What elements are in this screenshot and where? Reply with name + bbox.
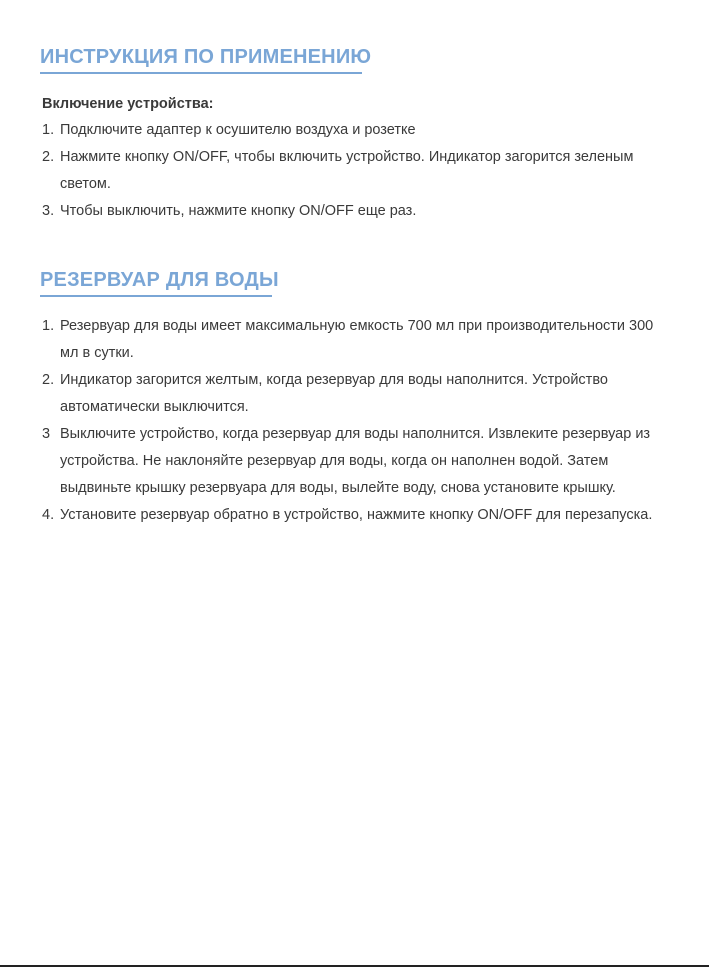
- section-title-instructions: ИНСТРУКЦИЯ ПО ПРИМЕНЕНИЮ: [40, 46, 372, 68]
- water-tank-steps-list: [42, 313, 672, 529]
- power-on-steps-list: [42, 117, 672, 225]
- item-number: 2.: [42, 149, 55, 165]
- item-number: 1.: [42, 318, 55, 334]
- item-text: Резервуар для воды имеет максимальную емкость 700 мл при производительности 300 мл в сутки.: [60, 318, 654, 361]
- item-number: 4.: [42, 507, 55, 523]
- item-number: 3: [42, 426, 51, 442]
- list-item: [42, 117, 672, 144]
- list-item: [42, 367, 672, 421]
- list-item: [42, 198, 672, 225]
- title-underline: [40, 72, 362, 74]
- section-title-water-tank: РЕЗЕРВУАР ДЛЯ ВОДЫ: [40, 269, 279, 291]
- item-text: Нажмите кнопку ON/OFF, чтобы включить устройство. Индикатор загорится зеленым светом.: [60, 149, 634, 192]
- title-underline: [40, 295, 272, 297]
- item-text: Чтобы выключить, нажмите кнопку ON/OFF еще раз.: [60, 203, 417, 219]
- item-text: Индикатор загорится желтым, когда резервуар для воды наполнится. Устройство автоматически выключится.: [60, 372, 608, 415]
- item-number: 2.: [42, 372, 55, 388]
- list-item: [42, 144, 672, 198]
- item-text: Выключите устройство, когда резервуар для воды наполнится. Извлеките резервуар из устройства. Не наклоняйте резервуар для воды, когда он наполнен водой. Затем выдвиньте крышку резервуара для воды, вылейте воду, снова установите крышку.: [60, 426, 651, 496]
- item-number: 3.: [42, 203, 55, 219]
- item-text: Подключите адаптер к осушителю воздуха и розетке: [60, 122, 416, 138]
- list-item: [42, 313, 672, 367]
- item-text: Установите резервуар обратно в устройство, нажмите кнопку ON/OFF для перезапуска.: [60, 507, 653, 523]
- item-number: 1.: [42, 122, 55, 138]
- subsection-title-power-on: Включение устройства:: [42, 96, 214, 112]
- list-item: [42, 421, 672, 502]
- list-item: [42, 502, 672, 529]
